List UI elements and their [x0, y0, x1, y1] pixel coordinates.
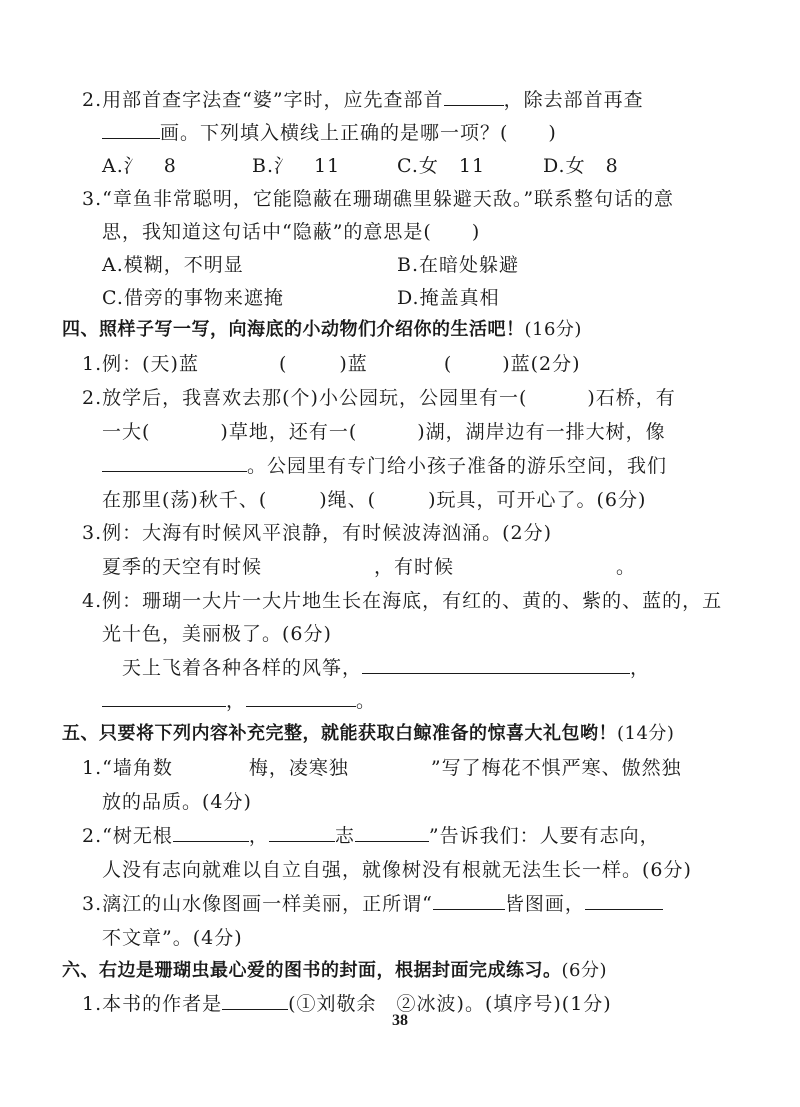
section-4-question-1: 1.例：(天)蓝 ( )蓝 ( )蓝(2分): [82, 353, 581, 375]
answer-blank[interactable]: [102, 688, 226, 707]
option-c[interactable]: C.女 11: [397, 155, 486, 177]
section-5-heading: 五、只要将下列内容补充完整，就能获取白鲸准备的惊喜大礼包哟！(14分): [62, 723, 675, 744]
option-b[interactable]: B.氵 11: [252, 155, 341, 177]
option-c[interactable]: C.借旁的事物来遮掩: [102, 287, 284, 309]
answer-blank[interactable]: [269, 823, 335, 842]
option-d[interactable]: D.掩盖真相: [397, 287, 500, 309]
question-3-line-1: 3.“章鱼非常聪明，它能隐蔽在珊瑚礁里躲避天敌。”联系整句话的意: [82, 188, 675, 210]
section-4-heading: 四、照样子写一写，向海底的小动物们介绍你的生活吧！(16分): [62, 319, 582, 340]
question-2-line-2: 画。下列填入横线上正确的是哪一项？( ): [102, 119, 557, 147]
section-4-question-2-line-4: 在那里(荡)秋千、( )绳、( )玩具，可开心了。(6分): [102, 489, 647, 511]
section-6-heading: 六、右边是珊瑚虫最心爱的图书的封面，根据封面完成练习。(6分): [62, 960, 607, 981]
section-4-question-2-line-1: 2.放学后，我喜欢去那(个)小公园玩，公园里有一( )石桥，有: [82, 387, 676, 409]
answer-blank[interactable]: [362, 655, 630, 674]
question-2-line-1: 2.用部首查字法查“婆”字时，应先查部首 ，除去部首再查: [82, 89, 644, 111]
section-4-question-2-line-2: 一大( )草地，还有一( )湖，湖岸边有一排大树，像: [102, 421, 666, 443]
answer-blank[interactable]: [585, 891, 663, 910]
section-4-question-4-line-2: 光十色，美丽极了。(6分): [102, 623, 332, 645]
section-5-question-3-line-1: 3.漓江的山水像图画一样美丽，正所谓“ 皆图画，: [82, 890, 663, 918]
answer-blank[interactable]: [173, 823, 249, 842]
page-number: 38: [392, 1012, 408, 1029]
option-a[interactable]: A.氵 8: [102, 155, 177, 177]
section-5-question-1-line-2: 放的品质。(4分): [102, 791, 252, 813]
answer-blank[interactable]: [102, 453, 247, 472]
section-4-question-4-line-1: 4.例：珊瑚一大片一大片地生长在海底，有红的、黄的、紫的、蓝的，五: [82, 590, 723, 612]
section-4-question-3-line-2: 夏季的天空有时候 ，有时候 。: [102, 556, 637, 578]
answer-blank[interactable]: [444, 87, 504, 106]
option-a[interactable]: A.模糊，不明显: [102, 254, 244, 276]
answer-blank[interactable]: [102, 120, 160, 139]
answer-blank[interactable]: [246, 688, 356, 707]
answer-blank[interactable]: [222, 991, 288, 1010]
section-4-question-2-line-3: 。公园里有专门给小孩子准备的游乐空间，我们: [102, 452, 667, 480]
section-5-question-1-line-1: 1.“墙角数 梅，凌寒独 ”写了梅花不惧严寒、傲然独: [82, 757, 682, 779]
section-4-question-4-line-4: ， 。: [102, 687, 376, 715]
section-6-question-1: 1.本书的作者是 (①刘敬余 ②冰波)。(填序号)(1分): [82, 993, 612, 1015]
section-5-question-2-line-2: 人没有志向就难以自立自强，就像树没有根就无法生长一样。(6分): [102, 859, 692, 881]
section-4-question-4-line-3: 天上飞着各种各样的风筝， ，: [122, 657, 651, 679]
section-5-question-2-line-1: 2.“树无根 ， 志 ”告诉我们：人要有志向，: [82, 825, 660, 847]
answer-blank[interactable]: [433, 891, 505, 910]
section-5-question-3-line-2: 不文章”。(4分): [102, 927, 243, 949]
answer-blank[interactable]: [355, 823, 429, 842]
option-d[interactable]: D.女 8: [543, 155, 619, 177]
section-4-question-3-line-1: 3.例：大海有时候风平浪静，有时候波涛汹涌。(2分): [82, 522, 553, 544]
option-b[interactable]: B.在暗处躲避: [397, 254, 520, 276]
question-3-line-2: 思，我知道这句话中“隐蔽”的意思是( ): [102, 221, 481, 243]
